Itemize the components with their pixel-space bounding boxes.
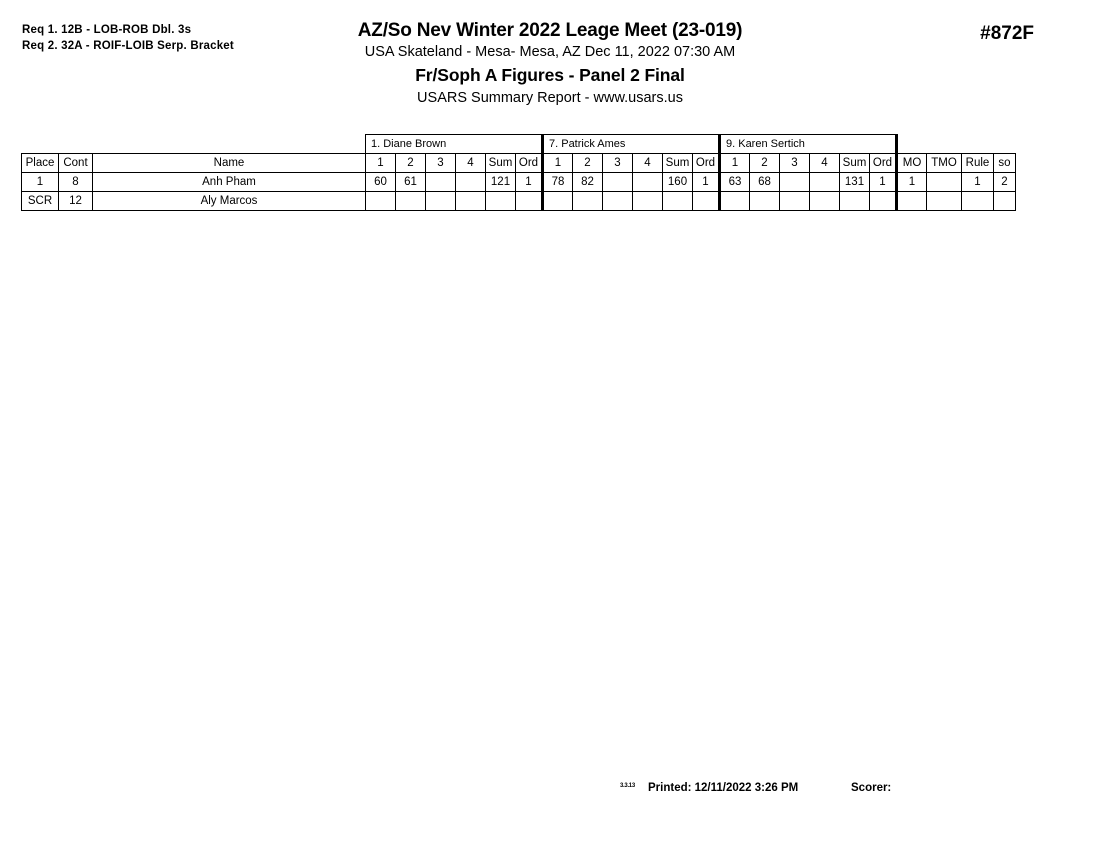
row-tmo [927, 173, 962, 192]
report-source: USARS Summary Report - www.usars.us [417, 90, 683, 106]
row-j3-sum [840, 192, 870, 211]
header-j1-fig-1: 1 [366, 154, 396, 173]
judge-banner-trailing-spacer [897, 135, 1016, 154]
judge-banner-spacer [22, 135, 366, 154]
header-j3-ord: Ord [870, 154, 897, 173]
row-name: Anh Pham [93, 173, 366, 192]
row-j1-sum [486, 192, 516, 211]
row-j3-fig-3 [780, 173, 810, 192]
row-j3-sum: 131 [840, 173, 870, 192]
header-tmo: TMO [927, 154, 962, 173]
row-so [994, 192, 1016, 211]
row-j2-fig-1 [543, 192, 573, 211]
row-j1-ord [516, 192, 543, 211]
header-j2-ord: Ord [693, 154, 720, 173]
row-mo [897, 192, 927, 211]
judge-3-label: 9. Karen Sertich [720, 135, 897, 154]
row-j2-fig-3 [603, 173, 633, 192]
row-j2-fig-4 [633, 173, 663, 192]
row-j3-fig-2 [750, 192, 780, 211]
header-mo: MO [897, 154, 927, 173]
header-place: Place [22, 154, 59, 173]
requirement-line-1: Req 1. 12B - LOB-ROB Dbl. 3s [22, 24, 192, 36]
header-rule: Rule [962, 154, 994, 173]
row-rule [962, 192, 994, 211]
row-rule: 1 [962, 173, 994, 192]
header-cont: Cont [59, 154, 93, 173]
header-j2-fig-1: 1 [543, 154, 573, 173]
requirements-block [22, 22, 234, 54]
header-j3-fig-4: 4 [810, 154, 840, 173]
header-j2-fig-4: 4 [633, 154, 663, 173]
header-so: so [994, 154, 1016, 173]
header-j3-sum: Sum [840, 154, 870, 173]
row-cont: 8 [59, 173, 93, 192]
row-j2-fig-2 [573, 192, 603, 211]
row-place: SCR [22, 192, 59, 211]
row-j2-sum: 160 [663, 173, 693, 192]
row-name: Aly Marcos [93, 192, 366, 211]
row-j2-fig-2: 82 [573, 173, 603, 192]
row-j1-fig-1: 60 [366, 173, 396, 192]
results-sheet [21, 134, 1016, 211]
table-row[interactable] [22, 173, 1016, 192]
results-table [21, 134, 1016, 211]
row-j1-fig-2 [396, 192, 426, 211]
row-j2-fig-3 [603, 192, 633, 211]
row-place: 1 [22, 173, 59, 192]
row-j2-sum [663, 192, 693, 211]
row-j3-fig-1 [720, 192, 750, 211]
row-j1-sum: 121 [486, 173, 516, 192]
header-name: Name [93, 154, 366, 173]
judge-2-label: 7. Patrick Ames [543, 135, 720, 154]
row-cont: 12 [59, 192, 93, 211]
row-j2-fig-4 [633, 192, 663, 211]
judge-banner-row [22, 135, 1016, 154]
row-j3-fig-1: 63 [720, 173, 750, 192]
row-j3-ord [870, 192, 897, 211]
scorer-label: Scorer: [851, 782, 892, 794]
row-j3-fig-2: 68 [750, 173, 780, 192]
row-j1-fig-3 [426, 192, 456, 211]
row-j1-fig-4 [456, 192, 486, 211]
header-j1-sum: Sum [486, 154, 516, 173]
version-label: 3.3.13 [620, 783, 635, 789]
header-j3-fig-1: 1 [720, 154, 750, 173]
meet-venue: USA Skateland - Mesa- Mesa, AZ Dec 11, 2022 07:30 AM [364, 44, 736, 60]
column-header-row [22, 154, 1016, 173]
header-j3-fig-2: 2 [750, 154, 780, 173]
row-j3-fig-3 [780, 192, 810, 211]
row-j1-fig-4 [456, 173, 486, 192]
row-j3-fig-4 [810, 192, 840, 211]
row-j2-ord: 1 [693, 173, 720, 192]
row-so: 2 [994, 173, 1016, 192]
header-j2-fig-3: 3 [603, 154, 633, 173]
row-j1-fig-3 [426, 173, 456, 192]
event-title: Fr/Soph A Figures - Panel 2 Final [415, 65, 685, 85]
header-j1-fig-2: 2 [396, 154, 426, 173]
row-j2-fig-1: 78 [543, 173, 573, 192]
requirement-line-2: Req 2. 32A - ROIF-LOIB Serp. Bracket [22, 40, 234, 52]
row-j3-ord: 1 [870, 173, 897, 192]
header-j2-sum: Sum [663, 154, 693, 173]
row-j3-fig-4 [810, 173, 840, 192]
header-j1-ord: Ord [516, 154, 543, 173]
row-tmo [927, 192, 962, 211]
row-j1-fig-1 [366, 192, 396, 211]
header-j2-fig-2: 2 [573, 154, 603, 173]
row-mo: 1 [897, 173, 927, 192]
header-j1-fig-3: 3 [426, 154, 456, 173]
row-j1-fig-2: 61 [396, 173, 426, 192]
header-j1-fig-4: 4 [456, 154, 486, 173]
table-row[interactable] [22, 192, 1016, 211]
row-j2-ord [693, 192, 720, 211]
meet-title: AZ/So Nev Winter 2022 Leage Meet (23-019) [357, 20, 743, 41]
row-j1-ord: 1 [516, 173, 543, 192]
event-code: #872F [980, 23, 1034, 44]
header-j3-fig-3: 3 [780, 154, 810, 173]
printed-timestamp: Printed: 12/11/2022 3:26 PM [648, 782, 799, 794]
judge-1-label: 1. Diane Brown [366, 135, 543, 154]
